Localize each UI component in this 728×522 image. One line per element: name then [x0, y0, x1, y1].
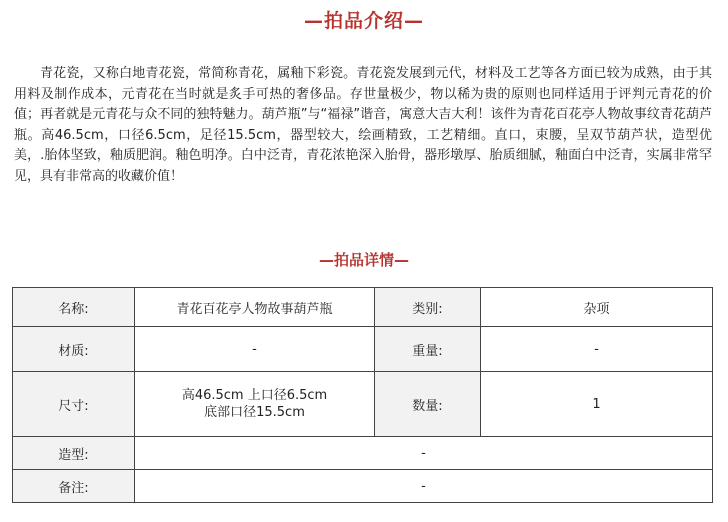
size-value-line-2: 底部口径15.5cm	[204, 405, 305, 420]
quantity-label: 数量:	[375, 372, 481, 437]
material-value: -	[135, 327, 375, 372]
material-label: 材质:	[13, 327, 135, 372]
table-row	[13, 437, 713, 470]
table-row	[13, 288, 713, 327]
remarks-label: 备注:	[13, 470, 135, 503]
quantity-value: 1	[481, 372, 713, 437]
remarks-value: -	[135, 470, 713, 503]
table-row	[13, 470, 713, 503]
weight-label: 重量:	[375, 327, 481, 372]
shape-label: 造型:	[13, 437, 135, 470]
name-label: 名称:	[13, 288, 135, 327]
category-label: 类别:	[375, 288, 481, 327]
size-label: 尺寸:	[13, 372, 135, 437]
category-value: 杂项	[481, 288, 713, 327]
detail-title: —拍品详情—	[318, 251, 409, 269]
size-value	[135, 372, 375, 437]
detail-table	[12, 287, 713, 503]
table-row	[13, 327, 713, 372]
size-value-line-1: 高46.5cm 上口径6.5cm	[181, 388, 328, 403]
intro-paragraph: 青花瓷，又称白地青花瓷，常简称青花，属釉下彩瓷。青花瓷发展到元代，材料及工艺等各方面已较为成熟，由于其用料及制作成本，元青花在当时就是炙手可热的奢侈品。存世量极少，物以稀为贵的原则也同样适用于评判元青花的价值；再者就是元青花与众不同的独特魅力。葫芦瓶”与“福禄”谐音，寓意大吉大利！该件为青花百花亭人物故事纹青花葫芦瓶。高46.5cm，口径6.5cm，足径15.5cm，器型较大，绘画精致，工艺精细。直口，束腰，呈双节葫芦状，造型优美，.胎体坚致，釉质肥润。釉色明净。白中泛青，青花浓艳深入胎骨，器形墩厚、胎质细腻，釉面白中泛青，实属非常罕见，具有非常高的收藏价值！	[14, 66, 712, 184]
table-row	[13, 372, 713, 437]
weight-value: -	[481, 327, 713, 372]
name-value: 青花百花亭人物故事葫芦瓶	[135, 288, 375, 327]
intro-title: —拍品介绍—	[303, 10, 424, 32]
shape-value: -	[135, 437, 713, 470]
